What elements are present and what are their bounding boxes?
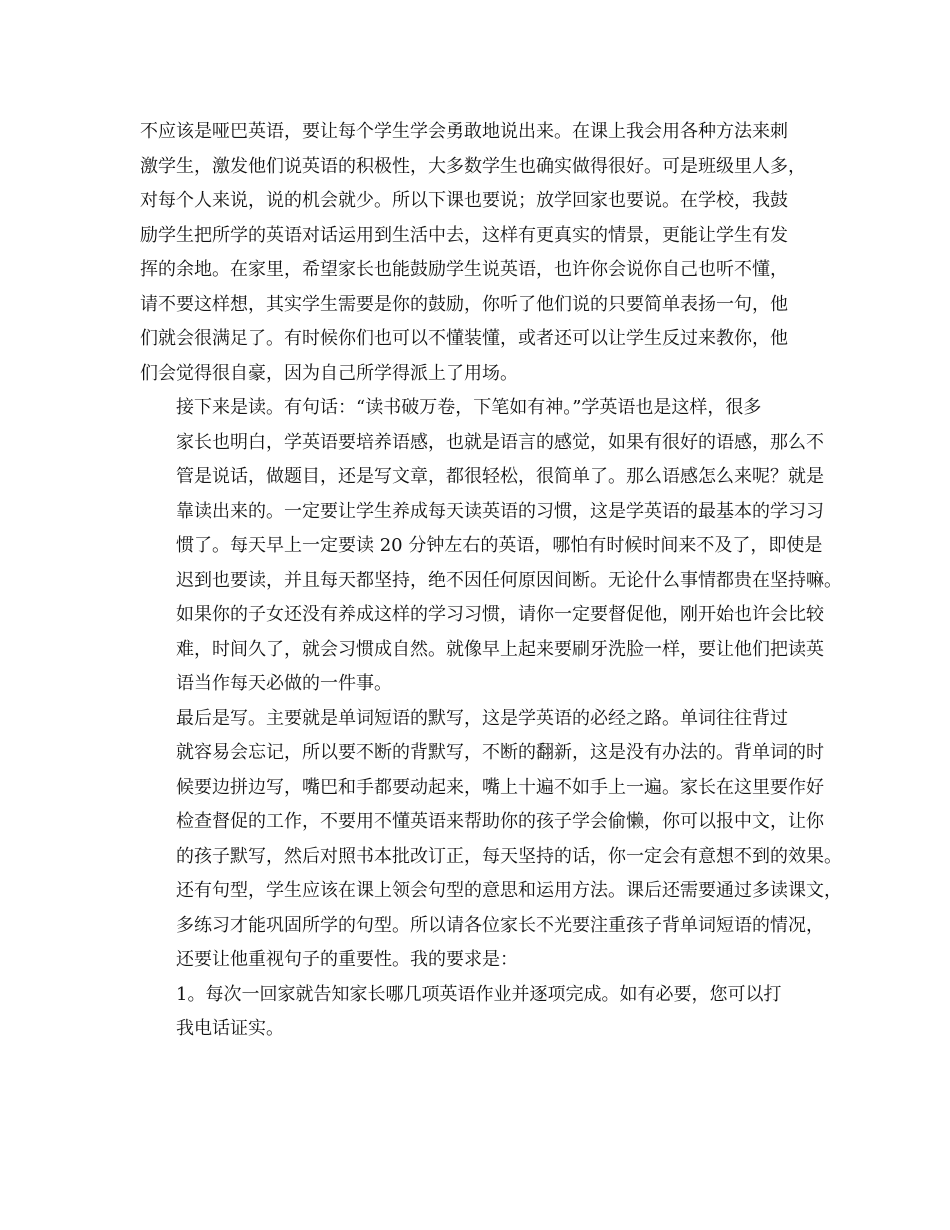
- text-line: 请不要这样想，其实学生需要是你的鼓励，你听了他们说的只要简单表扬一句，他: [140, 293, 788, 315]
- text-line: 管是说话，做题目，还是写文章，都很轻松，很简单了。那么语感怎么来呢？就是: [176, 466, 824, 487]
- text-line: 1。每次一回家就告知家长哪几项英语作业并逐项完成。如有必要，您可以打: [176, 983, 782, 1005]
- text-line: 语当作每天必做的一件事。: [176, 673, 392, 694]
- text-line: 励学生把所学的英语对话运用到生活中去，这样有更真实的情景，更能让学生有发: [140, 224, 788, 246]
- text-line: 挥的余地。在家里，希望家长也能鼓励学生说英语，也许你会说你自己也听不懂，: [140, 259, 788, 280]
- text-line: 还要让他重视句子的重要性。我的要求是：: [176, 949, 518, 970]
- text-line: 我电话证实。: [176, 1018, 284, 1039]
- text-line: 激学生，激发他们说英语的积极性，大多数学生也确实做得很好。可是班级里人多，: [140, 155, 806, 177]
- paragraph-1: [140, 115, 820, 391]
- text-line: 惯了。每天早上一定要读 20 分钟左右的英语，哪怕有时候时间来不及了，即使是: [176, 535, 823, 556]
- text-line: 靠读出来的。一定要让学生养成每天读英语的习惯，这是学英语的最基本的学习习: [176, 500, 824, 522]
- text-line: 迟到也要读，并且每天都坚持，绝不因任何原因间断。无论什么事情都贵在坚持嘛。: [176, 569, 842, 591]
- paragraph-3: [140, 702, 842, 978]
- text-line: 的孩子默写，然后对照书本批改订正，每天坚持的话，你一定会有意想不到的效果。: [176, 845, 842, 867]
- text-line: 们会觉得很自豪，因为自己所学得派上了用场。: [140, 362, 518, 384]
- text-line: 接下来是读。有句话：“读书破万卷，下笔如有神。”学英语也是这样，很多: [176, 397, 762, 418]
- text-line: 难，时间久了，就会习惯成自然。就像早上起来要刷牙洗脸一样，要让他们把读英: [176, 638, 824, 660]
- paragraph-2: [140, 391, 842, 702]
- text-line: 家长也明白，学英语要培养语感，也就是语言的感觉，如果有很好的语感，那么不: [176, 431, 824, 453]
- text-line: 还有句型，学生应该在课上领会句型的意思和运用方法。课后还需要通过多读课文，: [176, 880, 842, 901]
- paragraph-4: [140, 978, 820, 1047]
- text-line: 最后是写。主要就是单词短语的默写，这是学英语的必经之路。单词往往背过: [176, 707, 788, 729]
- text-line: 对每个人来说，说的机会就少。所以下课也要说；放学回家也要说。在学校，我鼓: [140, 190, 788, 211]
- text-line: 多练习才能巩固所学的句型。所以请各位家长不光要注重孩子背单词短语的情况，: [176, 914, 824, 936]
- text-line: 不应该是哑巴英语，要让每个学生学会勇敢地说出来。在课上我会用各种方法来刺: [140, 121, 788, 142]
- text-line: 就容易会忘记，所以要不断的背默写，不断的翻新，这是没有办法的。背单词的时: [176, 742, 824, 763]
- text-line: 们就会很满足了。有时候你们也可以不懂装懂，或者还可以让学生反过来教你，他: [140, 328, 788, 349]
- text-line: 如果你的子女还没有养成这样的学习习惯，请你一定要督促他，刚开始也许会比较: [176, 604, 824, 625]
- text-line: 候要边拼边写，嘴巴和手都要动起来，嘴上十遍不如手上一遍。家长在这里要作好: [176, 776, 824, 798]
- document-body: [140, 115, 842, 1047]
- text-line: 检查督促的工作，不要用不懂英语来帮助你的孩子学会偷懒，你可以报中文，让你: [176, 811, 824, 832]
